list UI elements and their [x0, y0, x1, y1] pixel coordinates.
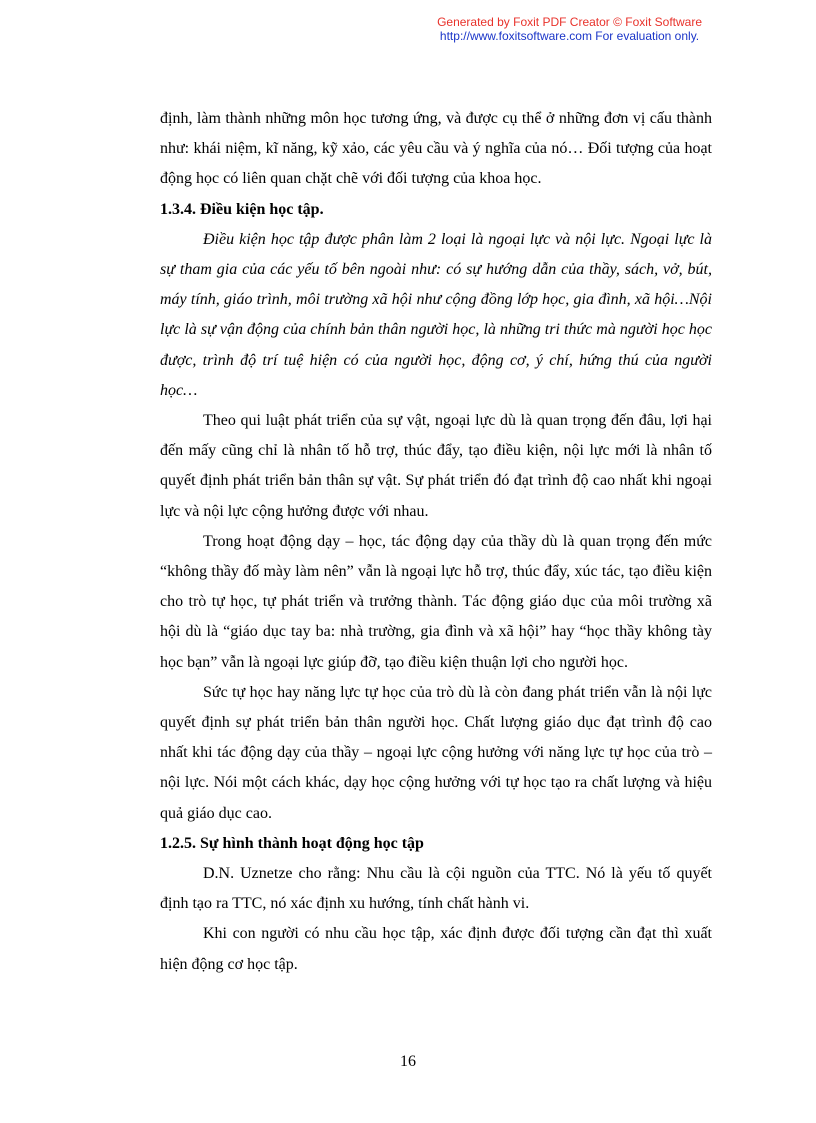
paragraph-continuation: định, làm thành những môn học tương ứng, và được cụ thể ở những đơn vị cấu thành như: khái niệm, kĩ năng, kỹ xảo, các yêu cầu và ý nghĩa của nó… Đối tượng của hoạt động học có liên quan chặt chẽ với đối tượng của khoa học. — [160, 110, 712, 188]
page-number: 16 — [400, 1053, 416, 1070]
paragraph-learning-conditions: Điều kiện học tập được phân làm 2 loại là ngoại lực và nội lực. Ngoại lực là sự tham gia của các yếu tố bên ngoài như: có sự hướng dẫn của thầy, sách, vở, bút, máy tính, giáo trình, môi trường xã hội như cộng đồng lớp học, gia đình, xã hội…Nội lực là sự vận động của chính bản thân người học, là những tri thức mà người học học được, trình độ trí tuệ hiện có của người học, động cơ, ý chí, hứng thú của người học… — [160, 230, 712, 399]
section-heading-1-3-4: 1.3.4. Điều kiện học tập. — [160, 200, 324, 218]
paragraph-teaching-learning: Trong hoạt động dạy – học, tác động dạy của thầy dù là quan trọng đến mức “không thầy đố mày làm nên” vẫn là ngoại lực hỗ trợ, thúc đẩy, xúc tác, tạo điều kiện cho trò tự học, tự phát triển và trưởng thành. Tác động giáo dục của môi trường xã hội dù là “giáo dục tay ba: nhà trường, gia đình và xã hội” hay “học thầy không tày học bạn” vẫn là ngoại lực giúp đỡ, tạo điều kiện thuận lợi cho người học. — [160, 532, 712, 671]
paragraph-development-law: Theo qui luật phát triển của sự vật, ngoại lực dù là quan trọng đến đâu, lợi hại đến mấy cũng chỉ là nhân tố hỗ trợ, thúc đẩy, tạo điều kiện, nội lực mới là nhân tố quyết định phát triển bản thân sự vật. Sự phát triển đó đạt trình độ cao nhất khi ngoại lực và nội lực cộng hưởng được với nhau. — [160, 412, 712, 520]
paragraph-uznetze: D.N. Uznetze cho rằng: Nhu cầu là cội nguồn của TTC. Nó là yếu tố quyết định tạo ra TTC, nó xác định xu hướng, tính chất hành vi. — [160, 865, 712, 913]
watermark-line-2: http://www.foxitsoftware.com For evaluation only. — [439, 29, 700, 43]
paragraph-learning-motivation: Khi con người có nhu cầu học tập, xác định được đối tượng cần đạt thì xuất hiện động cơ học tập. — [160, 925, 712, 973]
page-content — [160, 104, 712, 980]
watermark-line-1: Generated by Foxit PDF Creator © Foxit Software — [437, 15, 702, 29]
paragraph-self-study: Sức tự học hay năng lực tự học của trò dù là còn đang phát triển vẫn là nội lực quyết định sự phát triển bản thân người học. Chất lượng giáo dục đạt trình độ cao nhất khi tác động dạy của thầy – ngoại lực cộng hưởng với năng lực tự học của trò – nội lực. Nói một cách khác, dạy học cộng hưởng với tự học tạo ra chất lượng và hiệu quả giáo dục cao. — [160, 683, 712, 822]
foxit-watermark — [437, 15, 702, 43]
section-heading-1-2-5: 1.2.5. Sự hình thành hoạt động học tập — [160, 834, 424, 852]
